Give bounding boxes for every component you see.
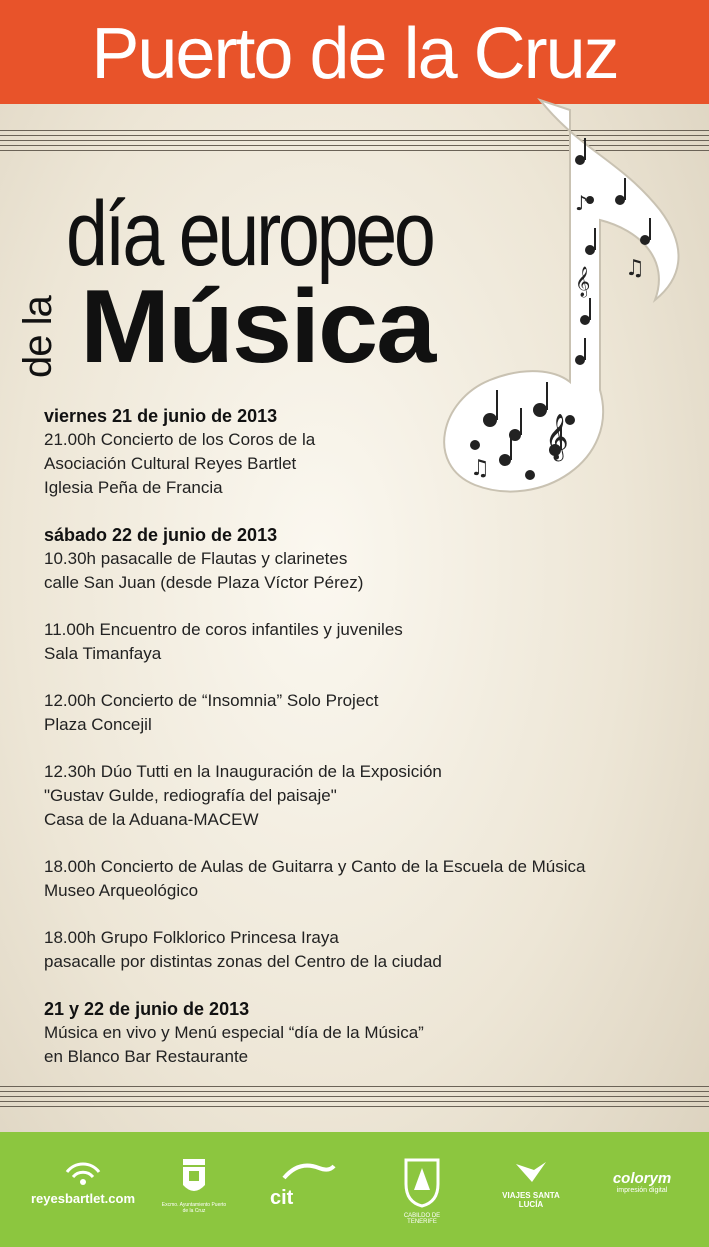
cit-label: cit bbox=[270, 1187, 294, 1209]
svg-text:𝄞: 𝄞 bbox=[545, 414, 569, 460]
page-title: Puerto de la Cruz bbox=[91, 14, 618, 94]
event-line: Sala Timanfaya bbox=[44, 644, 162, 663]
program-event bbox=[44, 523, 684, 595]
ayuntamiento-label: Excmo. Ayuntamiento Puerto de la Cruz bbox=[161, 1202, 227, 1214]
cit-logo bbox=[270, 1160, 348, 1210]
event-line: 10.30h pasacalle de Flautas y clarinetes bbox=[44, 549, 348, 568]
program-event bbox=[44, 926, 684, 974]
title-dia-europeo: día europeo bbox=[66, 183, 433, 285]
program-event bbox=[44, 618, 684, 666]
svg-text:♫: ♫ bbox=[625, 256, 645, 281]
event-line: "Gustav Gulde, rediografía del paisaje" bbox=[44, 786, 337, 805]
event-line: pasacalle por distintas zonas del Centro de la ciudad bbox=[44, 952, 442, 971]
program-event bbox=[44, 689, 684, 737]
wave-icon bbox=[279, 1160, 339, 1182]
cabildo-label: CABILDO DE TENERIFE bbox=[403, 1213, 441, 1225]
viajes-logo bbox=[496, 1160, 566, 1209]
program-event bbox=[44, 404, 684, 500]
event-heading: viernes 21 de junio de 2013 bbox=[44, 406, 278, 426]
program-event bbox=[44, 997, 684, 1069]
svg-text:♫: ♫ bbox=[470, 456, 490, 481]
event-line: Museo Arqueológico bbox=[44, 881, 199, 900]
program-event bbox=[44, 760, 684, 832]
title-musica: Música bbox=[80, 269, 435, 385]
event-line: Asociación Cultural Reyes Bartlet bbox=[44, 454, 297, 473]
coat-of-arms-icon bbox=[179, 1157, 209, 1197]
event-line: 11.00h Encuentro de coros infantiles y juveniles bbox=[44, 620, 403, 639]
cabildo-logo bbox=[392, 1154, 452, 1225]
staff-lines-bottom bbox=[0, 1086, 709, 1111]
event-line: 21.00h Concierto de los Coros de la bbox=[44, 430, 316, 449]
program-event bbox=[44, 855, 684, 903]
event-line: Casa de la Aduana-MACEW bbox=[44, 810, 259, 829]
event-line: 18.00h Concierto de Aulas de Guitarra y Canto de la Escuela de Música bbox=[44, 857, 586, 876]
event-heading: sábado 22 de junio de 2013 bbox=[44, 525, 278, 545]
colorym-sublabel: impresión digital bbox=[616, 1187, 668, 1194]
event-line: en Blanco Bar Restaurante bbox=[44, 1047, 249, 1066]
reyes-bartlet-label: reyesbartlet.com bbox=[30, 1191, 136, 1206]
viajes-label: VIAJES SANTA LUCÍA bbox=[502, 1191, 560, 1209]
svg-text:𝄞: 𝄞 bbox=[575, 267, 591, 297]
colorym-logo bbox=[600, 1170, 684, 1195]
event-line: Música en vivo y Menú especial “día de la Música” bbox=[44, 1023, 424, 1042]
event-heading: 21 y 22 de junio de 2013 bbox=[44, 999, 250, 1019]
sponsor-footer bbox=[0, 1132, 709, 1247]
wifi-icon bbox=[63, 1160, 103, 1186]
title-de-la: de la bbox=[16, 296, 60, 378]
shield-icon bbox=[402, 1154, 442, 1208]
header-banner bbox=[0, 0, 709, 104]
event-line: calle San Juan (desde Plaza Víctor Pérez) bbox=[44, 573, 364, 592]
svg-text:♪: ♪ bbox=[575, 191, 588, 215]
program-list bbox=[44, 404, 684, 1092]
event-line: Plaza Concejil bbox=[44, 715, 152, 734]
event-line: Iglesia Peña de Francia bbox=[44, 478, 223, 497]
event-line: 18.00h Grupo Folklorico Princesa Iraya bbox=[44, 928, 339, 947]
plane-icon bbox=[514, 1160, 548, 1186]
colorym-label: colorym bbox=[612, 1170, 672, 1187]
ayuntamiento-logo bbox=[160, 1157, 228, 1214]
reyes-bartlet-logo bbox=[30, 1160, 136, 1206]
event-line: 12.00h Concierto de “Insomnia” Solo Project bbox=[44, 691, 379, 710]
event-line: 12.30h Dúo Tutti en la Inauguración de la Exposición bbox=[44, 762, 442, 781]
